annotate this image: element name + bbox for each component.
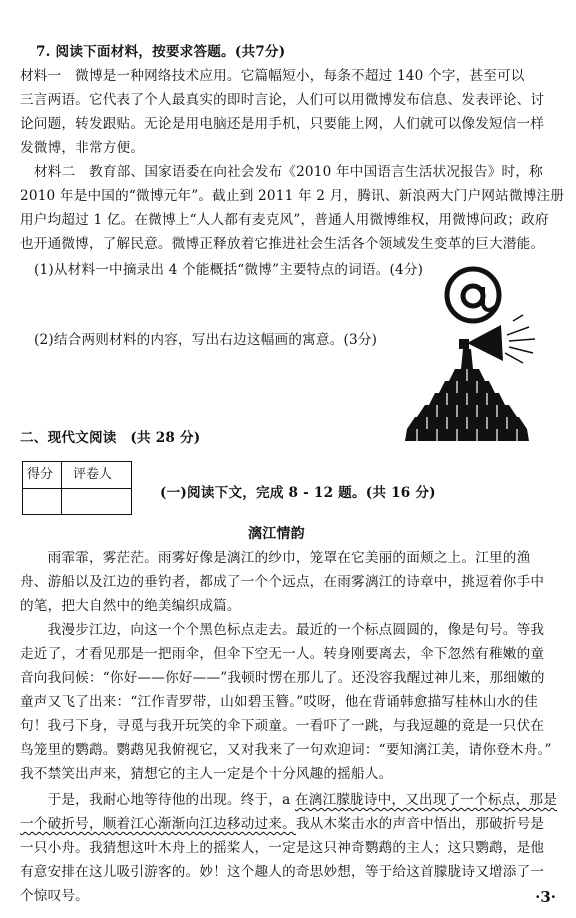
- article-line-2: 舟、游船以及江边的垂钓者，都成了一个个远点，在雨雾漓江的诗章中，挑逗着你手中: [20, 574, 545, 590]
- article-p3-line-1: [20, 790, 557, 810]
- underlined-sentence-a-part1: 在漓江朦胧诗中，又出现了一个标点，那是: [294, 792, 557, 808]
- score-label: 得分: [27, 467, 54, 482]
- article-line-3: 的笔，把大自然中的绝美编织成篇。: [20, 598, 241, 614]
- article-line-6: 音向我问候：“你好——你好——”我顿时愣在那儿了。还没容我醒过神儿来，那细嫩的: [20, 670, 545, 686]
- article-p3-line-3: 一只小舟。我猜想这叶木舟上的摇桨人，一定是这只神奇鹦鹉的主人；这只鹦鹉，是他: [20, 840, 545, 856]
- article-title: 漓江情韵: [248, 526, 305, 542]
- at-sign-icon: [447, 269, 499, 321]
- material1-line-4: 发微博，非常方便。: [20, 140, 145, 156]
- article-line-10: 我不禁笑出声来，猜想它的主人一定是个十分风趣的摇船人。: [20, 766, 393, 782]
- material1-line-3: 论问题，转发跟贴。无论是用电脑还是用手机，只要能上网，人们就可以像发短信一样: [20, 116, 545, 132]
- material2-line-4: 也开通微博，了解民意。微博正释放着它推进社会生活各个领域发生变革的巨大潜能。: [20, 236, 545, 252]
- article-p3-line-5: 个惊叹号。: [20, 888, 89, 904]
- p3-cont: 我从木桨击水的声音中悟出，那破折号是: [295, 816, 545, 832]
- article-line-1: 雨霏霏，雾茫茫。雨雾好像是漓江的纱巾，笼罩在它美丽的面颊之上。江里的渔: [20, 550, 531, 566]
- article-line-7: 童声又飞了出来：“江作青罗带，山如碧玉簪。”哎呀，他在背诵韩愈描写桂林山水的佳: [20, 694, 538, 710]
- grader-label: 评卷人: [73, 467, 113, 482]
- p3-intro: 于是，我耐心地等待他的出现。终于，a: [20, 792, 295, 808]
- page-number: ·3·: [535, 888, 556, 906]
- weibo-cartoon-illustration: [405, 265, 565, 445]
- material2-line-1: 材料二 教育部、国家语委在向社会发布《2010 年中国语言生活状况报告》时，称: [34, 164, 543, 180]
- article-p3-line-4: 有意安排在这儿吸引游客的。妙！这个趣人的奇思妙想，等于给这首朦胧诗又增添了一: [20, 864, 545, 880]
- section2-subheading: (一)阅读下文，完成 8 - 12 题。(共 16 分): [160, 485, 436, 501]
- underlined-sentence-a-part2: 一个破折号，顺着江心渐渐向江边移动过来。: [20, 816, 296, 832]
- sound-lines: [505, 315, 535, 363]
- article-p3-line-2: [20, 814, 544, 834]
- article-line-4: 我漫步江边，向这一个个黑色标点走去。最近的一个标点圆圆的，像是句号。等我: [20, 622, 545, 638]
- material1-line-2: 三言两语。它代表了个人最真实的即时言论，人们可以用微博发布信息、发表评论、讨: [20, 92, 545, 108]
- article-line-5: 走近了，才看见那是一把雨伞，但伞下空无一人。转身刚要离去，伞下忽然有稚嫩的童: [20, 646, 545, 662]
- q7-sub1: (1)从材料一中摘录出 4 个能概括“微博”主要特点的词语。(4分): [34, 262, 424, 278]
- q7-heading: 7. 阅读下面材料，按要求答题。(共7分): [36, 44, 286, 60]
- section2-heading: 二、现代文阅读 (共 28 分): [20, 430, 201, 446]
- article-line-8: 句！我弓下身，寻觅与我开玩笑的伞下顽童。一看吓了一跳，与我逗趣的竟是一只伏在: [20, 718, 545, 734]
- material1-line-1: 材料一 微博是一种网络技术应用。它篇幅短小，每条不超过 140 个字，甚至可以: [20, 68, 525, 84]
- q7-sub2: (2)结合两则材料的内容，写出右边这幅画的寓意。(3分): [34, 332, 378, 348]
- material2-line-3: 用户均超过 1 亿。在微博上“人人都有麦克风”，普通人用微博维权，用微博问政；政府: [20, 212, 549, 228]
- material2-line-2: 2010 年是中国的“微博元年”。截止到 2011 年 2 月，腾讯、新浪两大门户网站微博注册: [20, 188, 565, 204]
- score-table: [22, 461, 132, 515]
- article-line-9: 鸟笼里的鹦鹉。鹦鹉见我俯视它，又对我来了一句欢迎词：“要知漓江美，请你登木舟。”: [20, 742, 552, 758]
